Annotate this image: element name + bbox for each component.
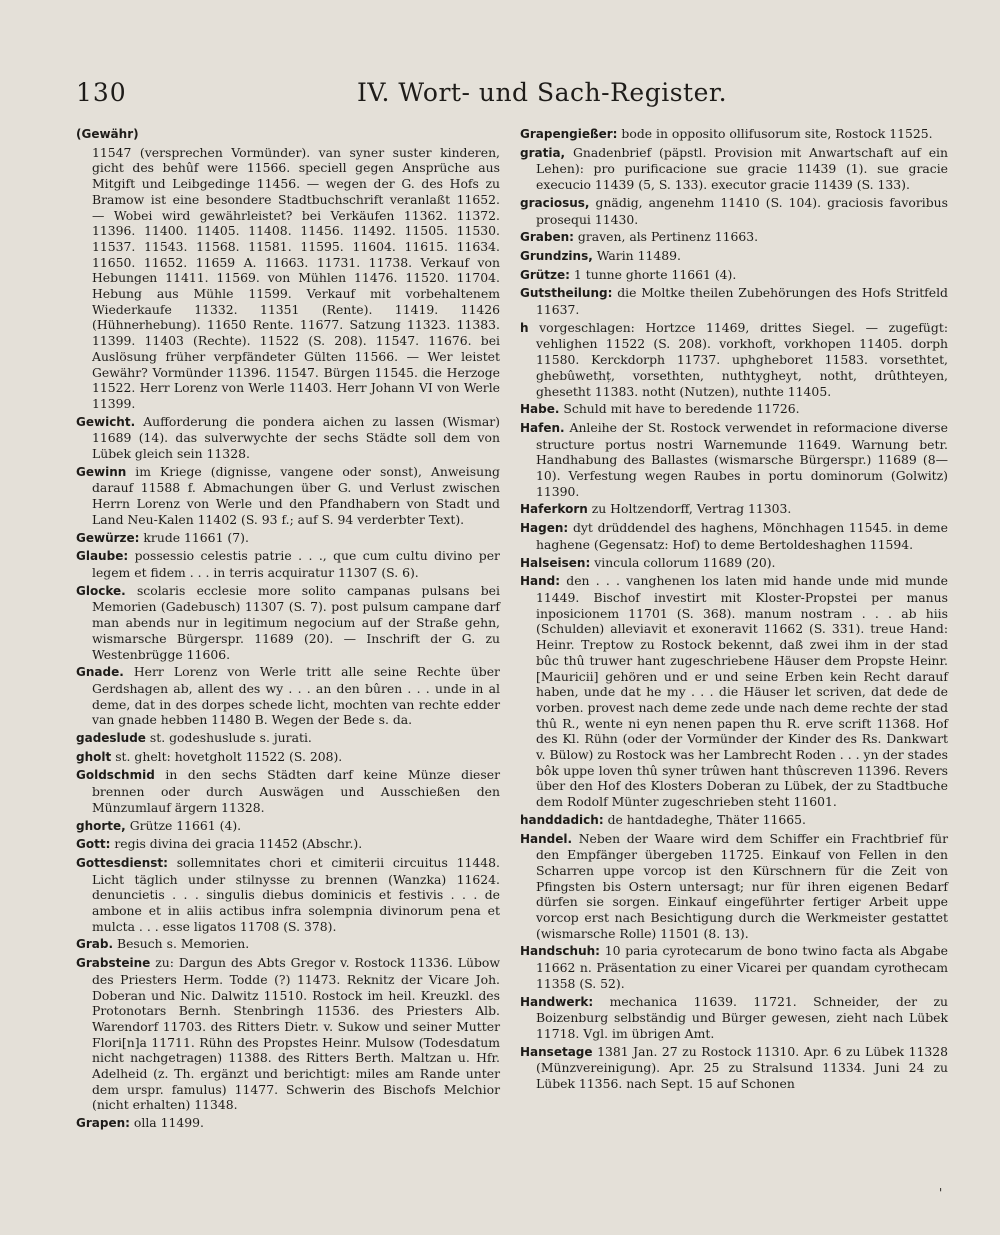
entry-text: st. ghelt: hovetgholt 11522 (S. 208). [115,748,343,764]
left-column [76,126,500,1134]
register-entry [520,420,948,500]
entry-text: Gnadenbrief (päpstl. Provision mit Anwartschaft auf ein Lehen): pro purificacione sue gracie 11439 (1). sue gracie execucio 11439 (5, S. 133). executor gracie 11439 (S. 133). [536,144,948,193]
page-title: IV. Wort- und Sach-Register. [356,78,728,107]
entry-term: (Gewähr) [76,127,139,141]
entry-text: possessio celestis patrie . . ., que cum cultu divino per legem et fidem . . . in terris acquiratur 11307 (S. 6). [92,548,500,580]
register-entry [520,267,948,284]
entry-text: Anleihe der St. Rostock verwendet in reformacione diverse structure portus nostri Warnemunde 11649. Warnung betr. Handhabung des Ballastes (wismarsche Bürgerspr.) 11689 (8—10). Verfestung wegen Raubes in portu dominorum (Golwitz) 11390. [536,419,948,499]
entry-term: Grab. [76,937,114,952]
entry-term: ghorte, [76,818,126,833]
entry-text: graven, als Pertinenz 11663. [577,229,759,245]
entry-text: Besuch s. Memorien. [116,936,250,952]
entry-term: Gewicht. [76,414,136,429]
entry-text: bode in opposito ollifusorum site, Rostock 11525. [621,126,933,141]
entry-term: Gottesdienst: [76,855,168,870]
register-entry [76,548,500,580]
register-entry [520,401,948,418]
page-header [76,78,948,118]
entry-text: dyt drüddendel des haghens, Mönchhagen 11545. in deme haghene (Gegensatz: Hof) to deme Bertoldeshaghen 11594. [536,520,948,552]
entry-text: scolaris ecclesie more solito campanas pulsans bei Memorien (Gadebusch) 11307 (S. 7). post pulsum campane darf man abends nur in legitimum negocium auf der Straße gehn, wismarsche Bürgerspr. 11689 (20). — Inschrift der G. zu Westenbrügge 11606. [92,582,500,662]
entry-text: krude 11661 (7). [143,529,249,545]
register-entry [76,836,500,853]
entry-text: zu Holtzendorff, Vertrag 11303. [591,501,792,517]
register-entry [76,749,500,766]
entry-term: Gewürze: [76,530,140,545]
register-entry [76,583,500,663]
entry-text: Herr Lorenz von Werle tritt alle seine Rechte über Gerdshagen ab, allent des wy . . . an den bûren . . . unde in al deme, dat in des dorpes schede licht, mochten van rechte edder van gnade hebben 11480 B. Wegen der Bede s. da. [92,664,500,728]
register-entry [520,229,948,246]
register-entry [76,936,500,953]
register-entry [76,414,500,462]
register-entry [520,320,948,400]
entry-term: Glocke. [76,583,126,598]
register-entry [520,126,948,143]
register-entry [520,195,948,227]
page-number: 130 [76,78,127,107]
entry-text: den . . . vanghenen los laten mid hande unde mid munde 11449. Bischof investirt mit Kloster-Propstei per manus inposicionem 11701 (S. 368). manum nostram . . . ab hiis (Schulden) alleviavit et exoneravit 11662 (S. 331). treue Hand: Heinr. Treptow zu Rostock bekennt, daß zwei ihm in der stad bûc thû truwer hant zugeschriebene Häuser dem Propste Heinr. [Mauricii] gehören und er und seine Erben kein Recht darauf haben, unde dat he my . . . die Häuser let scriven, dat dede de vorben. provest nach deme zede unde nach deme rechte der stad thû R., wente ni eyn nenen papen thu R. erve scrift 11368. Hof des Kl. Rühn (oder der Vormünder der Kinder des Rs. Dankwart v. Bülow) zu Rostock was her Lambrecht Roden . . . yn der stades bôk uppe loven thû syner trûwen hant thûscreven 11396. Revers über den Hof des Klosters Doberan zu Lübek, der zu Stadtbuche dem Rodolf Münter zugeschrieben steht 11601. [536,573,948,810]
register-entry [520,994,948,1042]
right-column [520,126,948,1094]
register-entry [76,955,500,1113]
register-entry [520,573,948,810]
register-entry [76,664,500,728]
entry-text: 10 paria cyrotecarum de bono twino facta als Abgabe 11662 n. Präsentation zu einer Vicarei per quandam cyrothecam 11358 (S. 52). [536,943,948,991]
margin-mark: ' [939,1186,943,1200]
register-entry [520,145,948,193]
entry-text: Grütze 11661 (4). [129,817,242,833]
entry-term: Goldschmid [76,768,155,783]
entry-term: Haferkorn [520,502,588,517]
register-entry [520,555,948,572]
register-entry [520,831,948,942]
register-entry [520,520,948,552]
entry-term: Graben: [520,230,574,245]
entry-text: vorgeschlagen: Hortzce 11469, drittes Siegel. — zugefügt: vehlighen 11522 (S. 208). vorkhoft, vorkhopen 11405. dorph 11580. Kerckdorph 11737. uphgheboret 11583. vorsethtet, ghebûwethț, vorsethten, nuthtygheyt, notht, drûthteyen, ghesetht 11383. notht (Nutzen), nuthte 11405. [536,319,948,399]
entry-text: Schuld mit have to beredende 11726. [563,401,800,417]
entry-text: de hantdadeghe, Thäter 11665. [607,811,806,827]
entry-term: Hagen: [520,521,569,536]
entry-term: Gott: [76,837,111,852]
register-entry [520,943,948,991]
entry-term: Hafen. [520,420,565,435]
entry-text: in den sechs Städten darf keine Münze dieser brennen oder durch Auswägen und Ausschießen den Münzumlauf ärgern 11328. [92,767,500,815]
register-entry [76,126,500,143]
entry-term: Handschuh: [520,944,600,959]
register-entry [76,818,500,835]
entry-text: 11547 (versprechen Vormünder). van syner suster kinderen, gicht des behûf were 11566. speciell gegen Ansprüche aus Mitgift und Leibgedinge 11456. — wegen der G. des Hofs zu Bramow ist eine besondere Stadtbuchschrift veranlaßt 11652. — Wobei wird gewährleistet? bei Verkäufen 11362. 11372. 11396. 11400. 11405. 11408. 11456. 11492. 11505. 11530. 11537. 11543. 11568. 11581. 11595. 11604. 11615. 11634. 11650. 11652. 11659 A. 11663. 11731. 11738. Verkauf von Hebungen 11411. 11569. von Mühlen 11476. 11520. 11704. Hebung aus Mühle 11599. Verkauf mit vorbehaltenem Wiederkaufe 11332. 11351 (Rente). 11419. 11426 (Hühnerhebung). 11650 Rente. 11677. Satzung 11323. 11383. 11399. 11403 (Rechte). 11522 (S. 208). 11547. 11676. bei Auslösung früher verpfändeter Gülten 11566. — Wer leistet Gewähr? Vormünder 11396. 11547. Bürgen 11545. die Herzoge 11522. Herr Lorenz von Werle 11403. Herr Johann VI von Werle 11399. [92,144,500,411]
entry-text: im Kriege (dignisse, vangene oder sonst), Anweisung darauf 11588 f. Abmachungen über G. und Verlust zwischen Herrn Lorenz von Werle und den Pfandhabern von Stadt und Land Neu-Kalen 11402 (S. 93 f.; auf S. 94 verderbter Text). [92,463,500,527]
entry-term: gadeslude [76,731,146,746]
entry-term: Glaube: [76,549,129,564]
register-entry [76,855,500,935]
register-entry [520,285,948,317]
register-entry [76,1115,500,1132]
register-entry [520,248,948,265]
entry-term: Grapengießer: [520,127,618,141]
entry-term: Habe. [520,402,560,417]
entry-term: handdadich: [520,812,604,827]
entry-term: Handwerk: [520,994,594,1009]
register-entry [76,145,500,412]
entry-text: Neben der Waare wird dem Schiffer ein Frachtbrief für den Empfänger übergeben 11725. Einkauf von Fellen in den Scharren uppe vorcop ist den Kürschnern für die Zeit von Pfingsten bis Ostern untersagt; nur für ihren eigenen Bedarf dürfen sie sorgen. Einkauf eingeführter fertiger Arbeit uppe vorcop erst nach Besichtigung durch die Werkmeister gestattet (wismarsche Rolle) 11501 (8. 13). [536,830,948,941]
entry-term: Hand: [520,574,561,589]
entry-text: gnädig, angenehm 11410 (S. 104). graciosis favoribus prosequi 11430. [536,194,948,227]
entry-term: Grundzins, [520,248,593,263]
entry-text: regis divina dei gracia 11452 (Abschr.). [114,836,363,852]
entry-term: Hansetage [520,1044,593,1059]
entry-term: Grütze: [520,267,570,282]
entry-text: st. godeshuslude s. jurati. [149,730,312,746]
register-entry [76,767,500,815]
entry-term: Grapen: [76,1116,130,1131]
entry-text: sollemnitates chori et cimiterii circuitus 11448. Licht täglich under stilnysse zu brennen (Wanzka) 11624. denuncietis . . . singulis diebus dominicis et festivis . . . de ambone et in aliis actibus infra solempnia divinorum pena et mulcta . . . esse ligatos 11708 (S. 378). [92,854,500,934]
register-entry [76,530,500,547]
entry-term: Grabsteine [76,956,151,971]
entry-term: Gnade. [76,665,124,680]
register-entry [76,464,500,528]
register-entry [520,1044,948,1092]
entry-term: Handel. [520,831,573,846]
register-entry [76,730,500,747]
entry-term: graciosus, [520,195,590,210]
entry-text: mechanica 11639. 11721. Schneider, der zu Boizenburg selbständig und Bürger gewesen, zieht nach Lübek 11718. Vgl. im übrigen Amt. [536,993,948,1041]
entry-text: Warin 11489. [596,247,681,263]
register-entry [520,812,948,829]
entry-text: vincula collorum 11689 (20). [594,554,776,570]
entry-term: h [520,320,529,335]
entry-term: Gewinn [76,464,127,479]
entry-text: 1 tunne ghorte 11661 (4). [573,266,737,282]
entry-term: gratia, [520,145,566,160]
entry-term: gholt [76,749,112,764]
register-entry [520,501,948,518]
entry-text: zu: Dargun des Abts Gregor v. Rostock 11336. Lübow des Priesters Herm. Todde (?) 11473. Reknitz der Vicare Joh. Doberan und Nic. Dalwitz 11510. Rostock im heil. Kreuzkl. des Protonotars Bernh. Stenbringh 11536. des Priesters Alb. Warendorf 11703. des Ritters Dietr. v. Sukow und seiner Mutter Flori[n]a 11711. Rühn des Propstes Heinr. Mulsow (Todesdatum nicht nachgetragen) 11388. des Ritters Berth. Maltzan u. Hfr. Adelheid (z. Th. ergänzt und berichtigt: miles am Rande unter dem urspr. famulus) 11477. Schwerin des Bischofs Melchior (nicht erhalten) 11348. [92,955,500,1113]
entry-text: olla 11499. [133,1115,204,1131]
entry-term: Gutstheilung: [520,286,613,301]
entry-text: 1381 Jan. 27 zu Rostock 11310. Apr. 6 zu Lübek 11328 (Münzvereinigung). Apr. 25 zu Stralsund 11334. Juni 24 zu Lübek 11356. nach Sept. 15 auf Schonen [536,1043,948,1092]
entry-term: Halseisen: [520,555,591,570]
entry-text: Aufforderung die pondera aichen zu lassen (Wismar) 11689 (14). das sulverwychte der sechs Städte soll dem von Lübek gleich sein 11328. [92,413,500,462]
entry-text: die Moltke theilen Zubehörungen des Hofs Stritfeld 11637. [536,285,948,318]
